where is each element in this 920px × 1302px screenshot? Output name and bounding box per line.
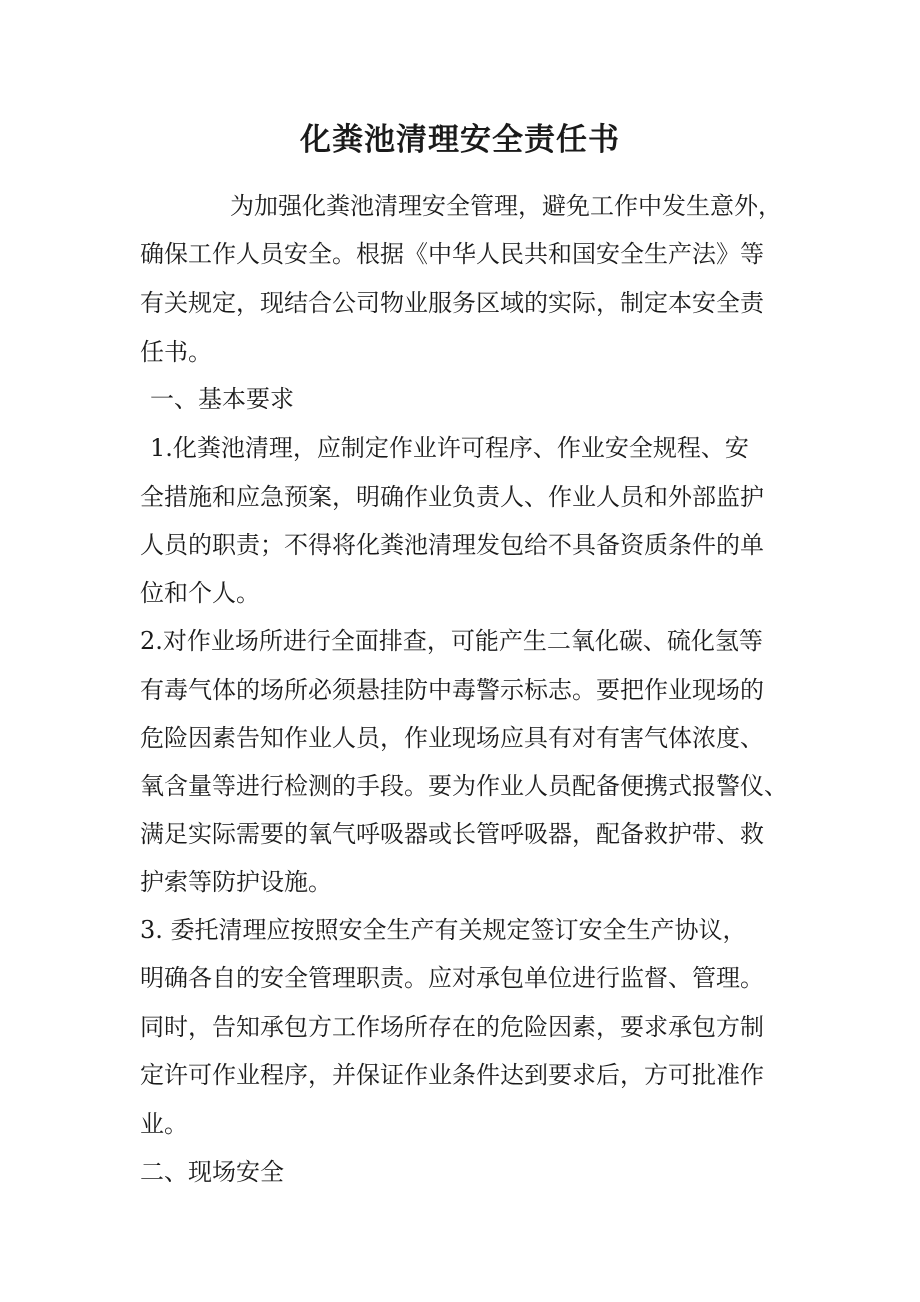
body-line: 人员的职责；不得将化粪池清理发包给不具备资质条件的单 [140,531,764,559]
body-line: 1.化粪池清理，应制定作业许可程序、作业安全规程、安 [150,434,749,462]
section-heading: 一、基本要求 [150,385,294,413]
body-line: 任书。 [140,338,212,366]
body-line: 业。 [140,1110,188,1138]
body-line: 满足实际需要的氧气呼吸器或长管呼吸器，配备救护带、救 [140,820,764,848]
body-line: 有毒气体的场所必须悬挂防中毒警示标志。要把作业现场的 [140,676,764,704]
body-line: 确保工作人员安全。根据《中华人民共和国安全生产法》等 [140,240,764,268]
body-line: 氧含量等进行检测的手段。要为作业人员配备便携式报警仪、 [140,772,788,800]
body-line: 3. 委托清理应按照安全生产有关规定签订安全生产协议， [140,916,747,944]
section-heading: 二、现场安全 [140,1158,284,1186]
document-title: 化粪池清理安全责任书 [300,122,620,158]
body-line: 明确各自的安全管理职责。应对承包单位进行监督、管理。 [140,964,764,992]
body-line: 2.对作业场所进行全面排查，可能产生二氧化碳、硫化氢等 [140,627,763,655]
body-line: 护索等防护设施。 [140,868,332,896]
body-line: 有关规定，现结合公司物业服务区域的实际，制定本安全责 [140,289,764,317]
body-line: 位和个人。 [140,579,260,607]
body-line: 全措施和应急预案，明确作业负责人、作业人员和外部监护 [140,483,764,511]
body-line: 同时，告知承包方工作场所存在的危险因素，要求承包方制 [140,1013,764,1041]
body-line: 为加强化粪池清理安全管理，避免工作中发生意外， [230,192,782,220]
body-line: 危险因素告知作业人员，作业现场应具有对有害气体浓度、 [140,724,764,752]
body-line: 定许可作业程序，并保证作业条件达到要求后，方可批准作 [140,1061,764,1089]
